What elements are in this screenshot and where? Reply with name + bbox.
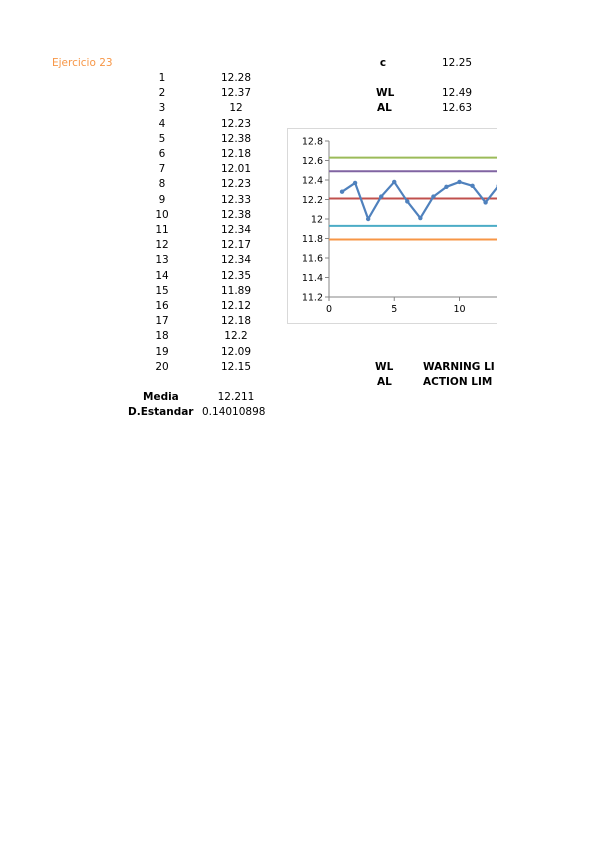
desv-label: D.Estandar	[128, 406, 194, 418]
x-tick-label: 10	[453, 304, 466, 315]
row-value: 12.01	[220, 163, 252, 176]
row-index: 15	[155, 284, 169, 297]
row-index: 5	[158, 132, 166, 145]
data-point	[457, 180, 461, 184]
media-value: 12.211	[217, 391, 255, 403]
row-value: 12.35	[220, 269, 252, 282]
y-tick-label: 12.4	[301, 175, 323, 187]
data-point	[405, 199, 409, 203]
param-c-value: 12.25	[442, 57, 473, 69]
data-point	[431, 194, 435, 198]
row-value: 12.38	[220, 208, 252, 221]
row-index: 6	[158, 148, 166, 160]
media-label: Media	[143, 391, 179, 403]
y-tick-label: 11.4	[301, 273, 323, 284]
legend-wl-text: WARNING LI	[423, 361, 495, 373]
row-index: 1	[158, 72, 166, 84]
y-tick-label: 12.6	[301, 156, 323, 167]
x-tick-label: 0	[325, 304, 333, 315]
y-tick-label: 12.8	[301, 136, 323, 148]
param-c-label: c	[379, 57, 387, 69]
series-line	[342, 182, 508, 230]
legend-al-abbr: AL	[377, 376, 392, 388]
y-tick-label: 11.2	[301, 292, 323, 304]
row-index: 8	[158, 178, 166, 191]
y-tick-label: 11.8	[301, 234, 323, 245]
data-point	[379, 194, 383, 198]
row-index: 14	[155, 269, 169, 282]
row-value: 12.23	[220, 178, 252, 191]
param-al-value: 12.63	[442, 102, 473, 114]
row-index: 2	[158, 87, 166, 100]
row-index: 11	[155, 224, 169, 236]
data-point	[470, 184, 474, 188]
row-value: 12.28	[220, 72, 252, 84]
row-value: 12.38	[220, 132, 252, 145]
row-index: 19	[155, 345, 169, 358]
row-value: 12.15	[220, 360, 252, 373]
row-value: 12.37	[220, 87, 252, 100]
legend-al-text: ACTION LIM	[423, 376, 493, 388]
row-index: 7	[158, 163, 166, 176]
row-index: 16	[155, 300, 169, 312]
row-value: 12.12	[220, 300, 252, 312]
x-tick-label: 5	[391, 304, 398, 315]
page-right-margin	[497, 0, 599, 848]
row-value: 12	[229, 102, 243, 115]
row-value: 12.34	[220, 254, 252, 267]
row-index: 18	[155, 330, 169, 343]
row-value: 12.34	[220, 224, 252, 236]
row-value: 11.89	[220, 284, 252, 297]
row-index: 4	[158, 117, 166, 130]
data-point	[392, 180, 396, 184]
chart-svg	[288, 129, 508, 323]
row-value: 12.23	[220, 117, 252, 130]
data-point	[353, 181, 357, 185]
data-point	[366, 217, 370, 221]
sheet-title: Ejercicio 23	[52, 57, 113, 69]
y-tick-label: 12	[310, 214, 323, 226]
param-wl-label: WL	[376, 87, 395, 99]
row-value: 12.33	[220, 193, 252, 206]
y-tick-label: 11.6	[301, 253, 323, 265]
row-value: 12.18	[220, 315, 252, 328]
data-point	[418, 216, 422, 220]
param-wl-value: 12.49	[442, 87, 473, 99]
legend-wl-abbr: WL	[375, 361, 394, 373]
row-index: 3	[158, 102, 166, 115]
param-al-label: AL	[377, 102, 392, 114]
desv-value: 0.14010898	[202, 406, 266, 418]
row-index: 9	[158, 193, 166, 206]
row-value: 12.2	[224, 330, 248, 343]
row-value: 12.18	[220, 148, 252, 160]
y-tick-label: 12.2	[301, 195, 323, 206]
data-point	[444, 185, 448, 189]
row-value: 12.17	[220, 239, 252, 252]
row-index: 10	[155, 208, 169, 221]
control-chart	[287, 128, 509, 324]
row-value: 12.09	[220, 345, 252, 358]
row-index: 13	[155, 254, 169, 267]
data-point	[340, 190, 344, 194]
row-index: 20	[155, 360, 169, 373]
row-index: 17	[155, 315, 169, 328]
data-point	[483, 200, 487, 204]
row-index: 12	[155, 239, 169, 252]
